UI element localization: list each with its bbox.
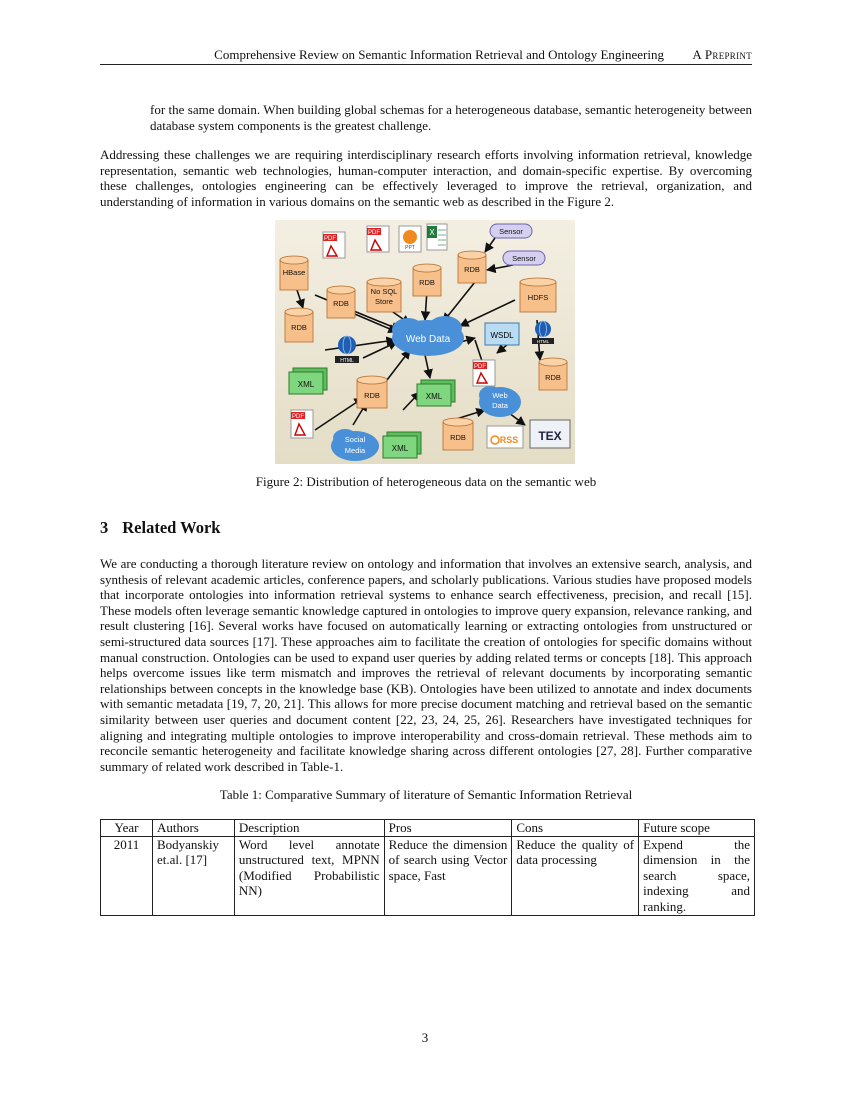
rdb-database-upper	[327, 286, 355, 318]
svg-text:RDB: RDB	[545, 373, 561, 382]
ppt-icon	[399, 226, 421, 252]
svg-text:Sensor: Sensor	[499, 227, 523, 236]
header-authors: Authors	[152, 820, 234, 837]
web-data-cloud	[392, 316, 464, 356]
rdb-database-top-center	[413, 264, 441, 296]
svg-text:RSS: RSS	[499, 435, 519, 445]
svg-text:Social: Social	[344, 435, 366, 444]
page-number: 3	[421, 1030, 429, 1045]
svg-text:XML: XML	[391, 444, 409, 453]
running-header	[100, 46, 752, 65]
header-title: Comprehensive Review on Semantic Information Retrieval and Ontology Engineering	[214, 47, 664, 62]
figure-caption: Figure 2: Distribution of heterogeneous data on the semantic web	[255, 474, 597, 489]
svg-text:Sensor: Sensor	[512, 254, 536, 263]
cell-pros: Reduce the dimension of search using Vector space, Fast	[384, 836, 512, 915]
hdfs-database	[520, 278, 556, 312]
svg-text:XML: XML	[425, 392, 443, 401]
header-preprint-tag: A Preprint	[692, 47, 752, 62]
header-future-scope: Future scope	[639, 820, 755, 837]
svg-text:Store: Store	[375, 297, 393, 306]
svg-text:PDF: PDF	[292, 414, 304, 420]
wsdl-node	[485, 323, 519, 345]
svg-text:RDB: RDB	[364, 391, 380, 400]
rss-icon	[487, 426, 523, 448]
rdb-database-center	[357, 376, 387, 408]
svg-text:PPT: PPT	[405, 245, 415, 251]
section-title: Related Work	[122, 518, 221, 537]
hbase-database	[280, 256, 308, 290]
literature-table	[100, 819, 755, 916]
figure-heterogeneous-data	[275, 220, 575, 464]
section-number: 3	[100, 518, 109, 537]
table-row	[101, 836, 755, 915]
svg-text:Media: Media	[344, 446, 366, 455]
svg-text:HTML: HTML	[536, 339, 550, 344]
svg-text:PDF: PDF	[368, 230, 380, 236]
cell-cons: Reduce the quality of data processing	[512, 836, 639, 915]
svg-text:WSDL: WSDL	[490, 331, 514, 340]
sensor-node-1	[490, 224, 532, 238]
section-heading	[100, 518, 221, 538]
nosql-store-database	[367, 278, 401, 312]
svg-text:XML: XML	[297, 380, 315, 389]
tex-icon	[530, 420, 570, 448]
rdb-database-top-right	[458, 251, 486, 283]
xml-stack-center	[417, 380, 455, 406]
pdf-icon-4	[473, 360, 495, 386]
cell-future-scope: Expend the dimension in the search space, indexing and ranking.	[639, 836, 755, 915]
cell-year: 2011	[101, 836, 153, 915]
svg-text:RDB: RDB	[464, 265, 480, 274]
rdb-database-right	[539, 358, 567, 390]
svg-text:RDB: RDB	[291, 323, 307, 332]
rdb-database-left	[285, 308, 313, 342]
pdf-icon-2	[367, 226, 389, 252]
xml-stack-bottom	[383, 432, 421, 458]
heterogeneous-data-diagram	[275, 220, 575, 464]
pdf-icon-3	[291, 410, 313, 438]
sensor-node-2	[503, 251, 545, 265]
svg-text:Data: Data	[492, 401, 508, 410]
header-pros: Pros	[384, 820, 512, 837]
cell-authors: Bodyanskiy et.al. [17]	[152, 836, 234, 915]
svg-text:PDF: PDF	[324, 236, 336, 242]
table-caption: Table 1: Comparative Summary of literature of Semantic Information Retrieval	[219, 787, 633, 802]
svg-text:RDB: RDB	[450, 433, 466, 442]
paragraph-heterogeneity: for the same domain. When building global schemas for a heterogeneous database, semantic heterogeneity between database system components is the greatest challenge.	[150, 102, 752, 133]
svg-text:TEX: TEX	[538, 429, 562, 443]
paragraph-challenges: Addressing these challenges we are requiring interdisciplinary research efforts involving information retrieval, knowledge representation, semantic web technologies, human-computer interaction, and domain-specific expertise. By overcoming these challenges, ontologies engineering can be effectively leveraged to improve the retrieval, organization, and understanding of information in various domains on the semantic web as described in the Figure 2.	[100, 147, 752, 209]
svg-text:No SQL: No SQL	[370, 287, 398, 296]
svg-text:RDB: RDB	[419, 278, 435, 287]
excel-icon	[427, 224, 447, 250]
table-header-row	[101, 820, 755, 837]
rdb-database-bottom	[443, 418, 473, 450]
header-cons: Cons	[512, 820, 639, 837]
pdf-icon-1	[323, 232, 345, 258]
header-year: Year	[101, 820, 153, 837]
svg-text:HDFS: HDFS	[527, 293, 549, 302]
svg-text:PDF: PDF	[474, 364, 486, 370]
header-description: Description	[234, 820, 384, 837]
xml-stack-left	[289, 368, 327, 394]
paragraph-related-work: We are conducting a thorough literature review on ontology and information that involves an extensive search, analysis, and synthesis of relevant academic articles, conference papers, and scholarly publications. Various studies have proposed models that incorporate ontologies into information retrieval systems to enhance search effectiveness, precision, and recall [15]. These models often leverage semantic knowledge captured in ontologies to improve query expansion, relevance ranking, and result clustering [16]. Several works have focused on automatically learning or extracting ontologies from unstructured or semi-structured data sources [17]. These approaches aim to facilitate the creation of ontologies for specific domains without manual construction. Ontologies can be used to expand user queries by adding related terms or concepts [18]. This approach helps overcome issues like term mismatch and improves the retrieval of relevant documents by incorporating semantic relationships between concepts in the knowledge base (KB). Ontologies have been utilized to annotate and index documents with semantic metadata [19, 7, 20, 21]. This allows for more precise document matching and retrieval based on the semantic similarity between user queries and document content [22, 23, 24, 25, 26]. Researchers have investigated techniques for aligning and integrating multiple ontologies to improve interoperability and cross-domain retrieval. These methods aim to reconcile semantic heterogeneity and facilitate knowledge sharing across different ontologies [27, 28]. Further comparative summary of related work described in Table-1.	[100, 556, 752, 774]
cell-description: Word level annotate unstructured text, MPNN (Modified Probabilistic NN)	[234, 836, 384, 915]
svg-text:X: X	[429, 228, 435, 237]
web-data-label: Web Data	[405, 334, 451, 345]
svg-text:Web: Web	[492, 391, 508, 400]
svg-text:RDB: RDB	[333, 299, 349, 308]
svg-text:HTML: HTML	[340, 358, 354, 364]
svg-text:HBase: HBase	[282, 268, 306, 277]
